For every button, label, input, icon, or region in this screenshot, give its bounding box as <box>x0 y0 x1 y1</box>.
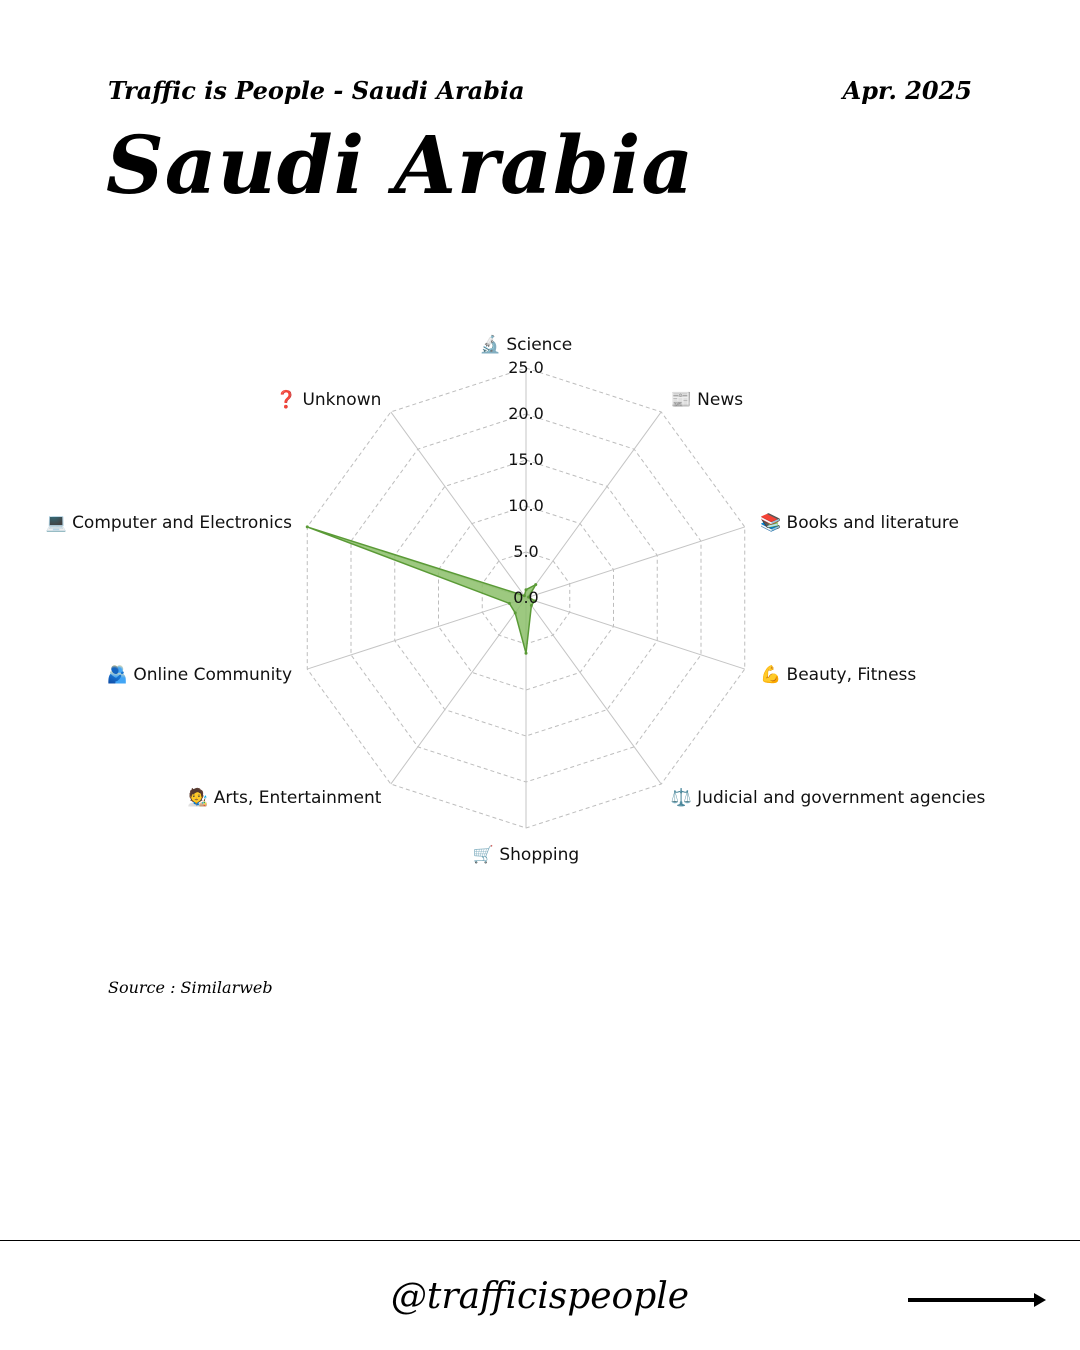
category-label <box>107 664 292 685</box>
grid-spoke <box>526 598 661 784</box>
question-mark-icon: ❓ <box>275 389 303 410</box>
grid-spoke <box>526 412 661 598</box>
next-arrow-icon[interactable] <box>908 1290 1048 1310</box>
newspaper-icon: 📰 <box>670 389 698 410</box>
artist-icon: 🧑‍🎨 <box>187 788 214 809</box>
category-label <box>45 513 292 533</box>
category-label <box>276 389 382 410</box>
category-label <box>671 390 744 410</box>
social-handle[interactable]: @trafficispeople <box>390 1276 690 1317</box>
radar-chart <box>0 300 1080 900</box>
grid-spoke <box>526 598 745 669</box>
data-point <box>525 652 528 655</box>
shopping-cart-icon: 🛒 <box>472 845 500 865</box>
category-label-text: Beauty, Fitness <box>786 665 917 686</box>
data-point <box>534 583 537 586</box>
radar-data <box>306 525 537 654</box>
source-note: Source : Similarweb <box>108 978 273 997</box>
series-area <box>307 527 535 653</box>
category-label <box>480 334 572 355</box>
grid-spoke <box>526 527 745 598</box>
radial-tick-label: 20.0 <box>508 404 544 423</box>
category-label-text: Books and literature <box>786 512 959 533</box>
category-label-text: Arts, Entertainment <box>213 788 382 809</box>
data-point <box>508 602 511 605</box>
category-label-text: Computer and Electronics <box>72 512 293 533</box>
scales-icon: ⚖️ <box>670 788 698 809</box>
laptop-icon: 💻 <box>45 512 73 533</box>
books-icon: 📚 <box>759 512 787 533</box>
data-point <box>306 525 309 528</box>
category-label-text: Online Community <box>133 665 293 686</box>
data-point <box>514 611 517 614</box>
category-label-text: Science <box>506 335 573 355</box>
category-label <box>760 664 916 685</box>
radial-tick-label: 5.0 <box>513 542 539 561</box>
header-subtitle: Traffic is People - Saudi Arabia <box>108 76 525 105</box>
header-date: Apr. 2025 <box>842 76 972 105</box>
flexed-biceps-icon: 💪 <box>759 665 787 686</box>
category-label <box>473 844 579 865</box>
radial-tick-label: 15.0 <box>508 450 544 469</box>
category-label <box>760 513 959 533</box>
people-hugging-icon: 🫂 <box>106 665 134 686</box>
radial-tick-label: 0.0 <box>513 588 539 607</box>
category-label-text: News <box>697 389 744 410</box>
page-title: Saudi Arabia <box>106 118 695 212</box>
category-label-text: Unknown <box>302 389 382 410</box>
category-label <box>671 787 986 808</box>
footer-divider <box>0 1240 1080 1241</box>
microscope-icon: 🔬 <box>479 335 507 355</box>
grid-spoke <box>307 598 526 669</box>
grid-spoke <box>391 598 526 784</box>
category-label <box>187 787 382 808</box>
radial-tick-label: 25.0 <box>508 358 544 377</box>
grid-spoke <box>391 412 526 598</box>
category-label-text: Judicial and government agencies <box>697 788 986 809</box>
category-label-text: Shopping <box>499 845 580 865</box>
radial-tick-label: 10.0 <box>508 496 544 515</box>
